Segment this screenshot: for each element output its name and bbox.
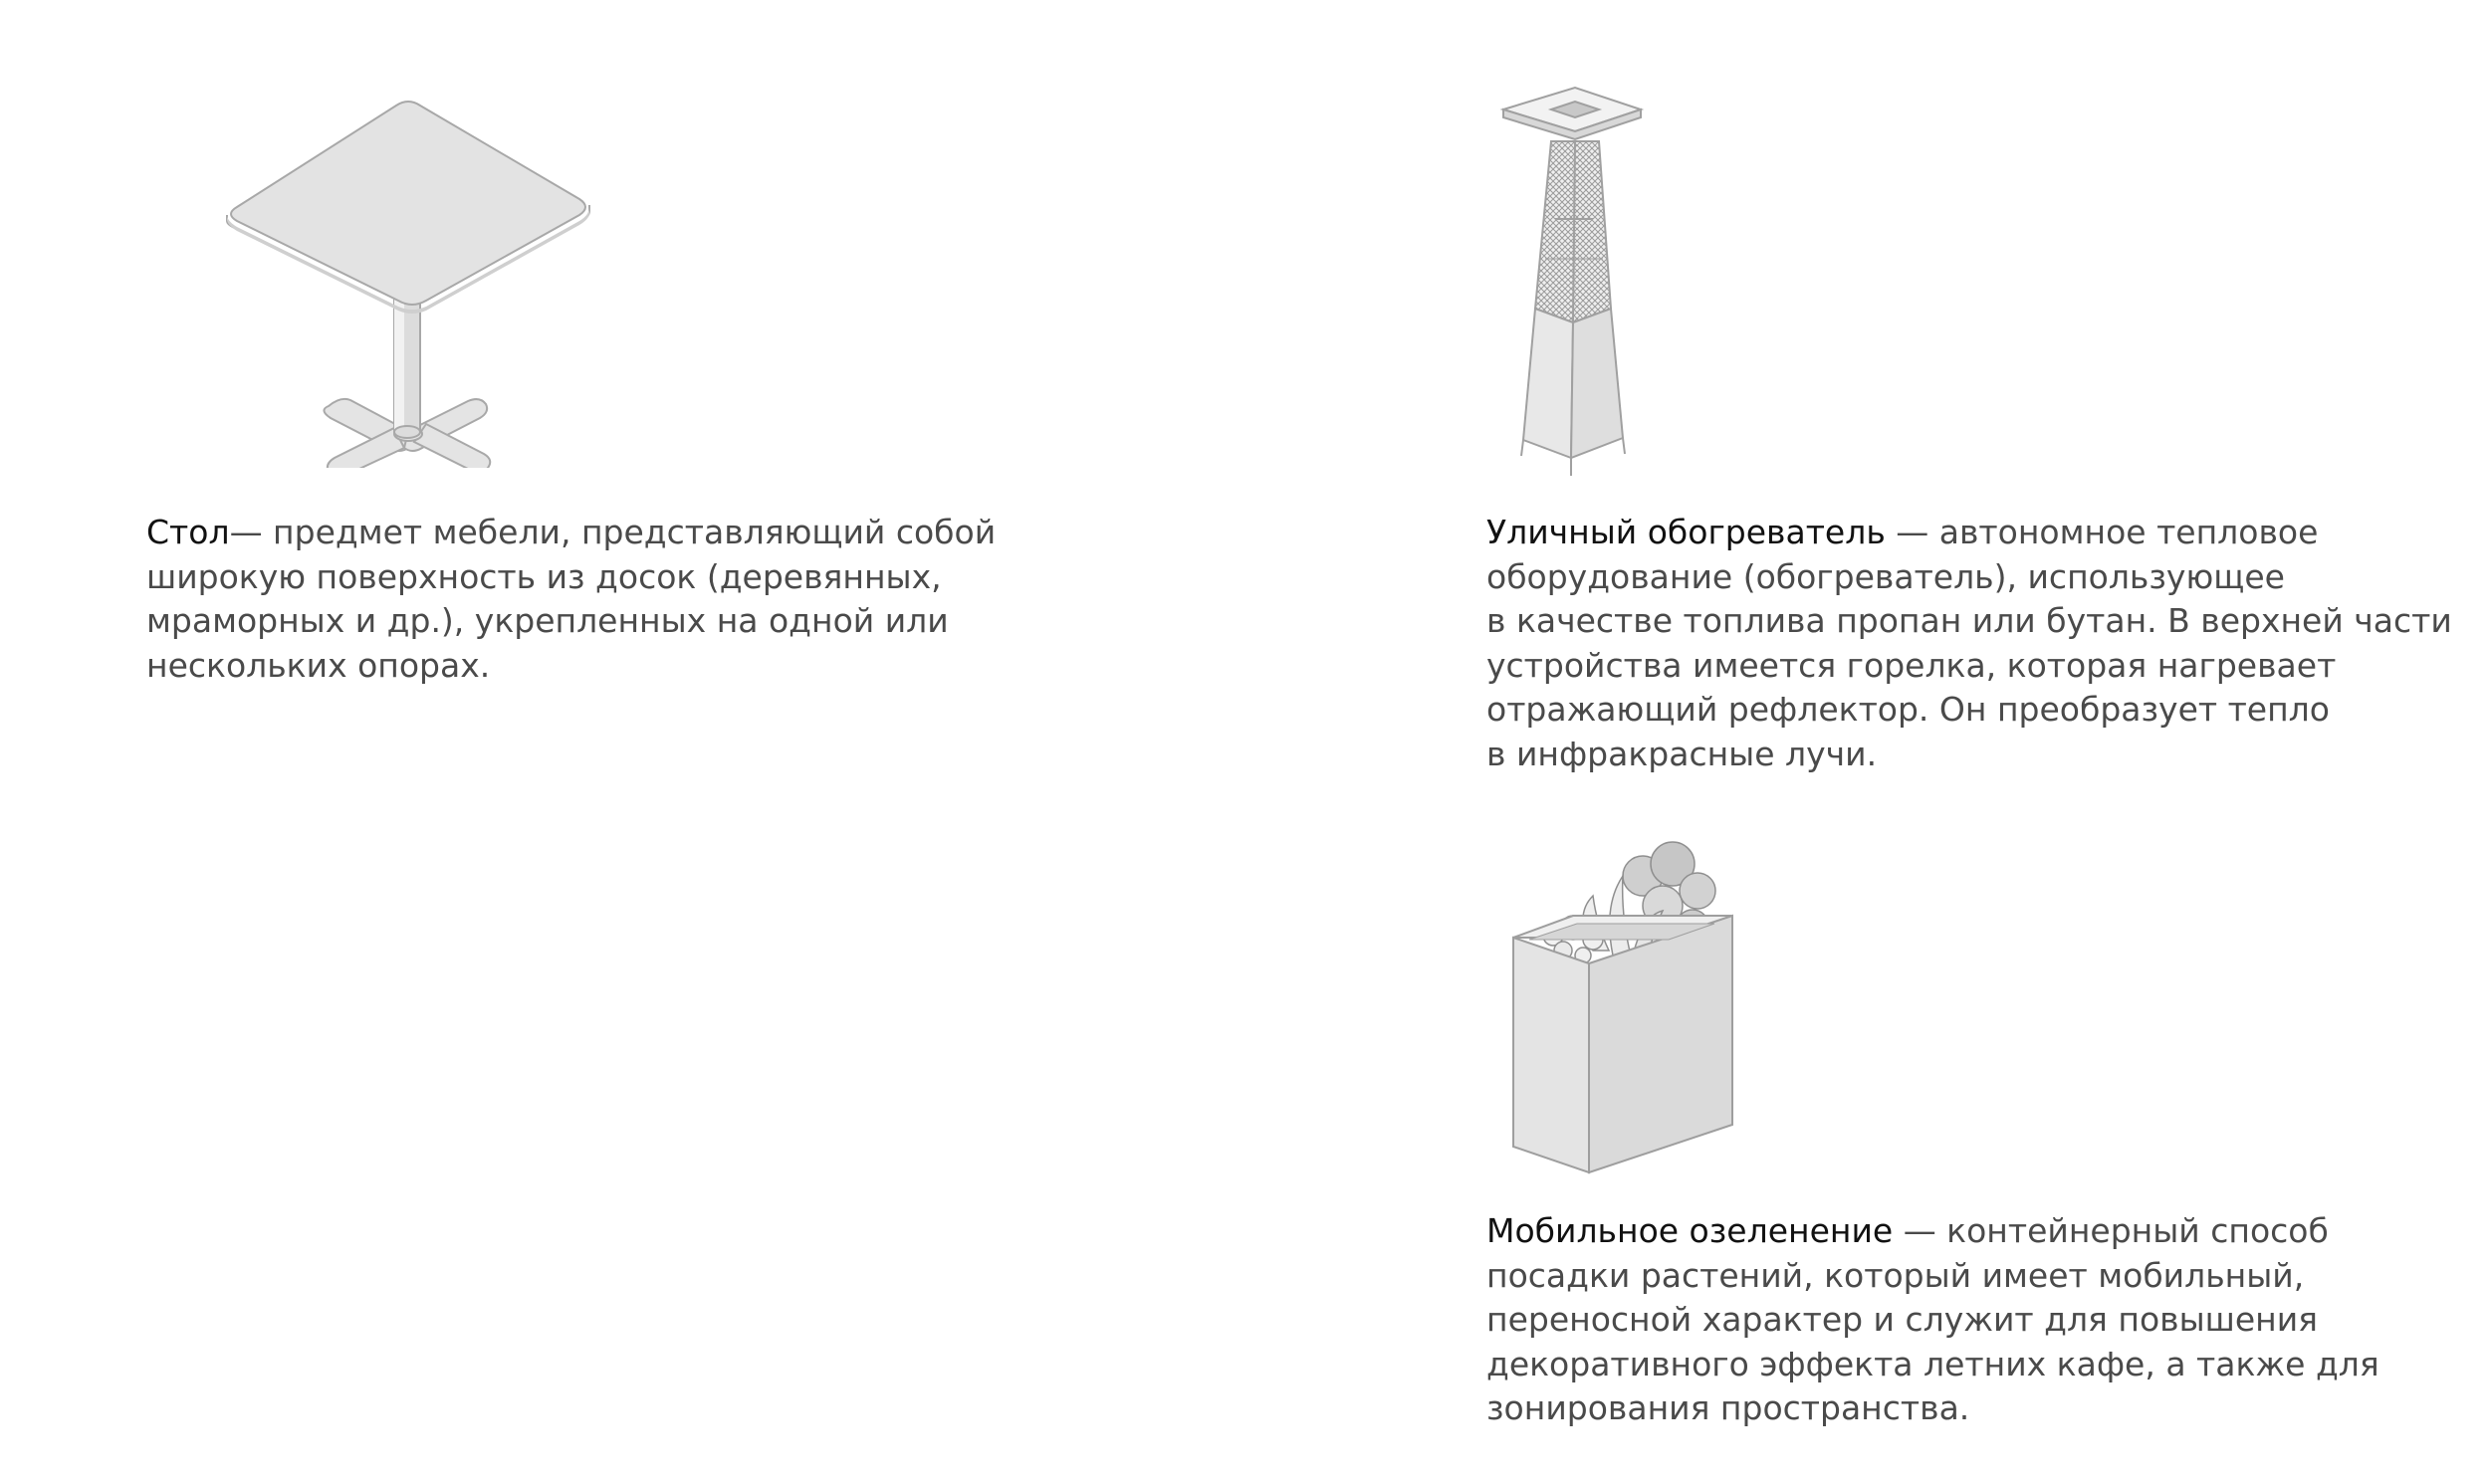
heater-illustration [1493, 80, 1673, 488]
table-description [146, 511, 996, 688]
caption-line: отражающий рефлектор. Он преобразует тепло [1486, 690, 2330, 729]
caption-line [1486, 1209, 2379, 1254]
caption-line: в инфракрасные лучи. [1486, 734, 1878, 773]
caption-line: зонирования пространства. [1486, 1388, 1970, 1427]
heater-term: Уличный обогреватель [1486, 513, 1886, 551]
table-illustration [219, 90, 597, 468]
caption-text: — контейнерный способ [1893, 1211, 2329, 1250]
planter-term: Мобильное озеленение [1486, 1211, 1894, 1250]
caption-line: переносной характер и служит для повышения [1486, 1300, 2319, 1339]
table-term: Стол [146, 513, 230, 551]
planter-icon [1493, 816, 1762, 1184]
caption-text: — автономное тепловое [1885, 513, 2319, 551]
caption-line: в качестве топлива пропан или бутан. В верхней части [1486, 601, 2452, 640]
caption-line: нескольких опорах. [146, 645, 491, 685]
patio-heater-icon [1493, 80, 1673, 488]
caption-line: оборудование (обогреватель), использующее [1486, 556, 2285, 596]
table-icon [219, 90, 597, 468]
caption-text: — предмет мебели, представляющий собой [229, 513, 997, 551]
caption-line: широкую поверхность из досок (деревянных, [146, 556, 942, 596]
caption-line: декоративного эффекта летних кафе, а также для [1486, 1344, 2379, 1383]
caption-line: мраморных и др.), укрепленных на одной или [146, 601, 949, 640]
heater-description [1486, 511, 2452, 776]
caption-line [146, 511, 996, 555]
caption-line: устройства имеется горелка, которая нагревает [1486, 645, 2337, 685]
planter-description [1486, 1209, 2379, 1431]
caption-line [1486, 511, 2452, 555]
caption-line: посадки растений, который имеет мобильный, [1486, 1255, 2305, 1295]
planter-illustration [1493, 816, 1762, 1184]
